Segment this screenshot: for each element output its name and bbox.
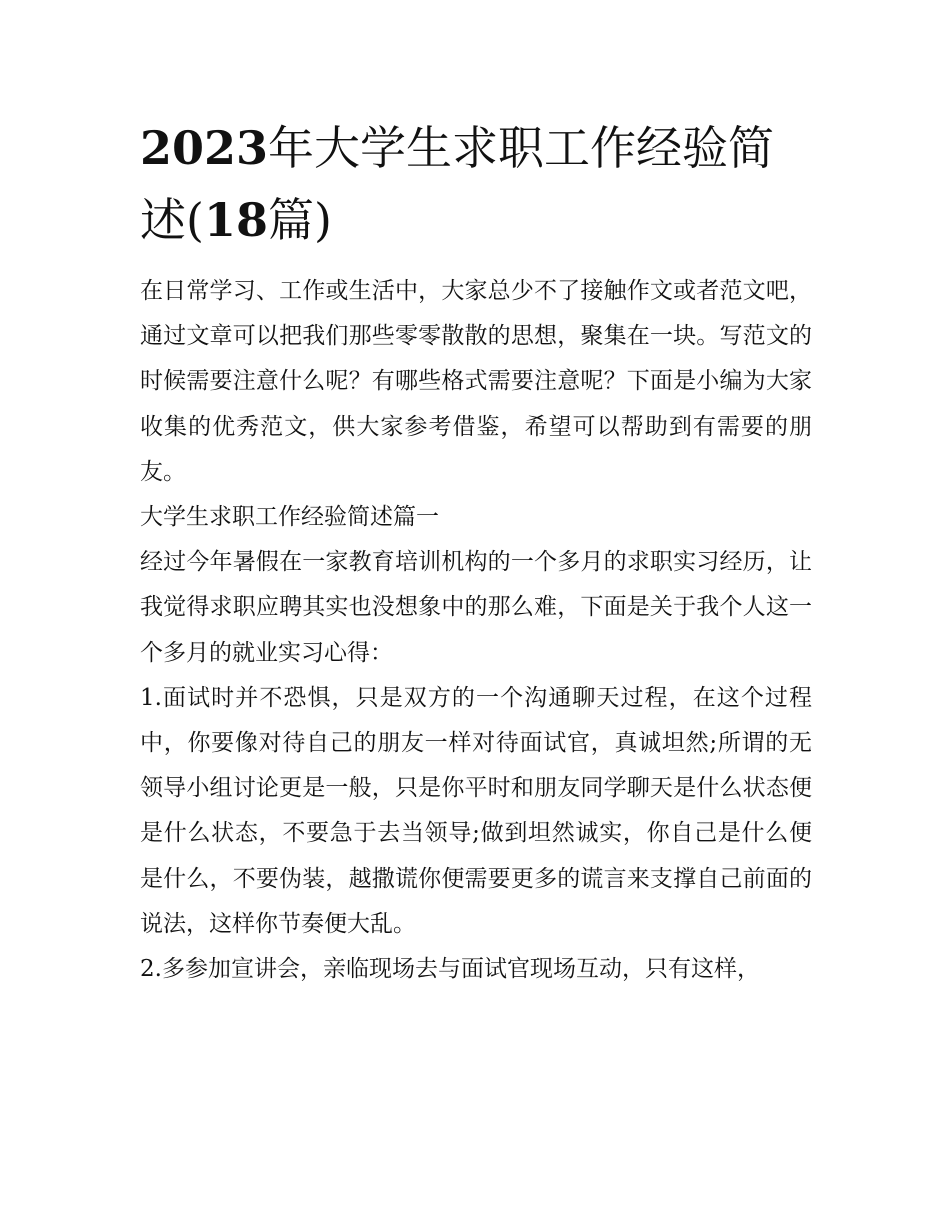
title-count: 18 xyxy=(203,193,268,247)
title-suffix: 篇) xyxy=(267,193,332,247)
body-paragraph-3: 2.多参加宣讲会，亲临现场去与面试官现场互动，只有这样， xyxy=(140,956,760,983)
document-title xyxy=(140,112,812,256)
title-year: 2023 xyxy=(140,121,269,175)
body-paragraph-1: 经过今年暑假在一家教育培训机构的一个多月的求职实习经历，让我觉得求职应聘其实也没想象中的那么难，下面是关于我个人这一个多月的就业实习心得： xyxy=(140,549,812,666)
body-paragraph-2: 1.面试时并不恐惧，只是双方的一个沟通聊天过程，在这个过程中，你要像对待自己的朋友一样对待面试官，真诚坦然;所谓的无领导小组讨论更是一般，只是你平时和朋友同学聊天是什么状态便是什么状态，不要急于去当领导;做到坦然诚实，你自己是什么便是什么，不要伪装，越撒谎你便需要更多的谎言来支撑自己前面的说法，这样你节奏便大乱。 xyxy=(140,684,812,937)
intro-paragraph: 在日常学习、工作或生活中，大家总少不了接触作文或者范文吧，通过文章可以把我们那些零零散散的思想，聚集在一块。写范文的时候需要注意什么呢？有哪些格式需要注意呢？下面是小编为大家收集的优秀范文，供大家参考借鉴，希望可以帮助到有需要的朋友。 xyxy=(140,278,812,485)
document-page xyxy=(140,112,812,992)
section-heading: 大学生求职工作经验简述篇一 xyxy=(140,504,439,531)
title-text: 年大学生求职工作经验简述( xyxy=(140,121,775,247)
